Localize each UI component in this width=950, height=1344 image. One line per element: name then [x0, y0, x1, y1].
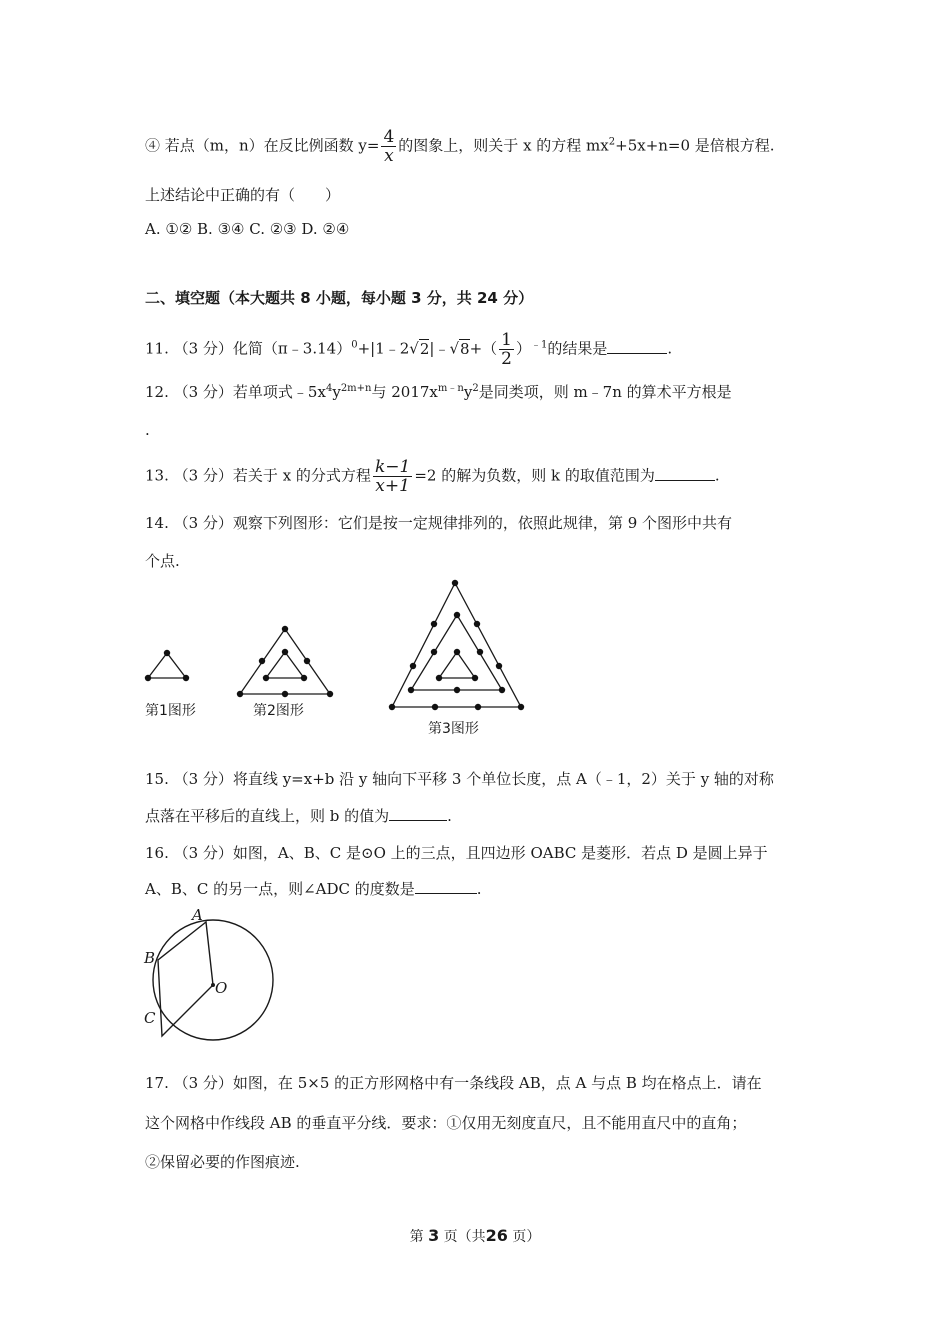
fraction-one-half: $\frac{1}{2}$ — [501, 330, 512, 369]
q13: 13. （3 分）若关于 x 的分式方程 $\frac{k-1}{x+1}$ =2 的解为负数，则 k 的取值范围为 . — [145, 457, 720, 496]
label-a: A — [192, 906, 203, 924]
section-heading: 二、填空题（本大题共 8 小题，每小题 3 分，共 24 分） — [145, 289, 534, 307]
q17-line3: ②保留必要的作图痕迹. — [145, 1153, 300, 1171]
q14-line1: 14. （3 分）观察下列图形：它们是按一定规律排列的，依照此规律，第 9 个图形中共有 — [145, 514, 733, 532]
q15-line1: 15. （3 分）将直线 y=x+b 沿 y 轴向下平移 3 个单位长度，点 A（﹣1，2）关于 y 轴的对称 — [145, 770, 774, 788]
rhombus-oabc — [158, 922, 213, 1036]
figure2-caption: 第2图形 — [253, 703, 304, 719]
fraction-k-minus-1-over-x-plus-1: $\frac{k-1}{x+1}$ — [374, 457, 411, 496]
fraction-4-over-x: $\frac{4}{x}$ — [383, 127, 395, 166]
q14-line2: 个点. — [145, 552, 180, 570]
q17-line2: 这个网格中作线段 AB 的垂直平分线．要求：①仅用无刻度直尺，且不能用直尺中的直角； — [145, 1114, 747, 1132]
q11: 11. （3 分）化简（π﹣3.14）$^0$+|1﹣2√2|﹣√8+（ $\frac{1}{2}$ ）$^{﹣1}$的结果是 . — [145, 330, 673, 369]
q16-line2: A、B、C 的另一点，则∠ADC 的度数是 . — [145, 880, 482, 898]
q16-line1: 16. （3 分）如图，A、B、C 是⊙O 上的三点，且四边形 OABC 是菱形．若点 D 是圆上异于 — [145, 844, 768, 862]
figure3-caption: 第3图形 — [428, 721, 479, 737]
current-page-number: 3 — [428, 1226, 440, 1245]
label-o: O — [215, 979, 228, 997]
label-c: C — [144, 1009, 156, 1027]
q12: 12. （3 分）若单项式$﹣5x^4y^{2m+n}$与 $2017x^{m﹣n}y^2$是同类项，则 m﹣7n 的算术平方根是 — [145, 383, 732, 401]
q10-question: 上述结论中正确的有（ ） — [145, 186, 341, 204]
q15-line2: 点落在平移后的直线上，则 b 的值为 . — [145, 807, 452, 825]
page-footer: 第 3 页（共26 页） — [409, 1226, 541, 1245]
q12-continuation: . — [145, 421, 150, 439]
figure1-caption: 第1图形 — [145, 703, 196, 719]
q17-line1: 17. （3 分）如图，在 5×5 的正方形网格中有一条线段 AB，点 A 与点 B 均在格点上．请在 — [145, 1074, 762, 1092]
q10-options: A. ①② B. ③④ C. ②③ D. ②④ — [145, 220, 350, 238]
q10-item4: ④ 若点（m，n）在反比例函数 y= $\frac{4}{x}$ 的图象上，则关于 x 的方程 $mx^2+5x+n=0$ 是倍根方程. — [145, 127, 775, 166]
total-pages-number: 26 — [485, 1226, 508, 1245]
label-b: B — [144, 949, 156, 967]
